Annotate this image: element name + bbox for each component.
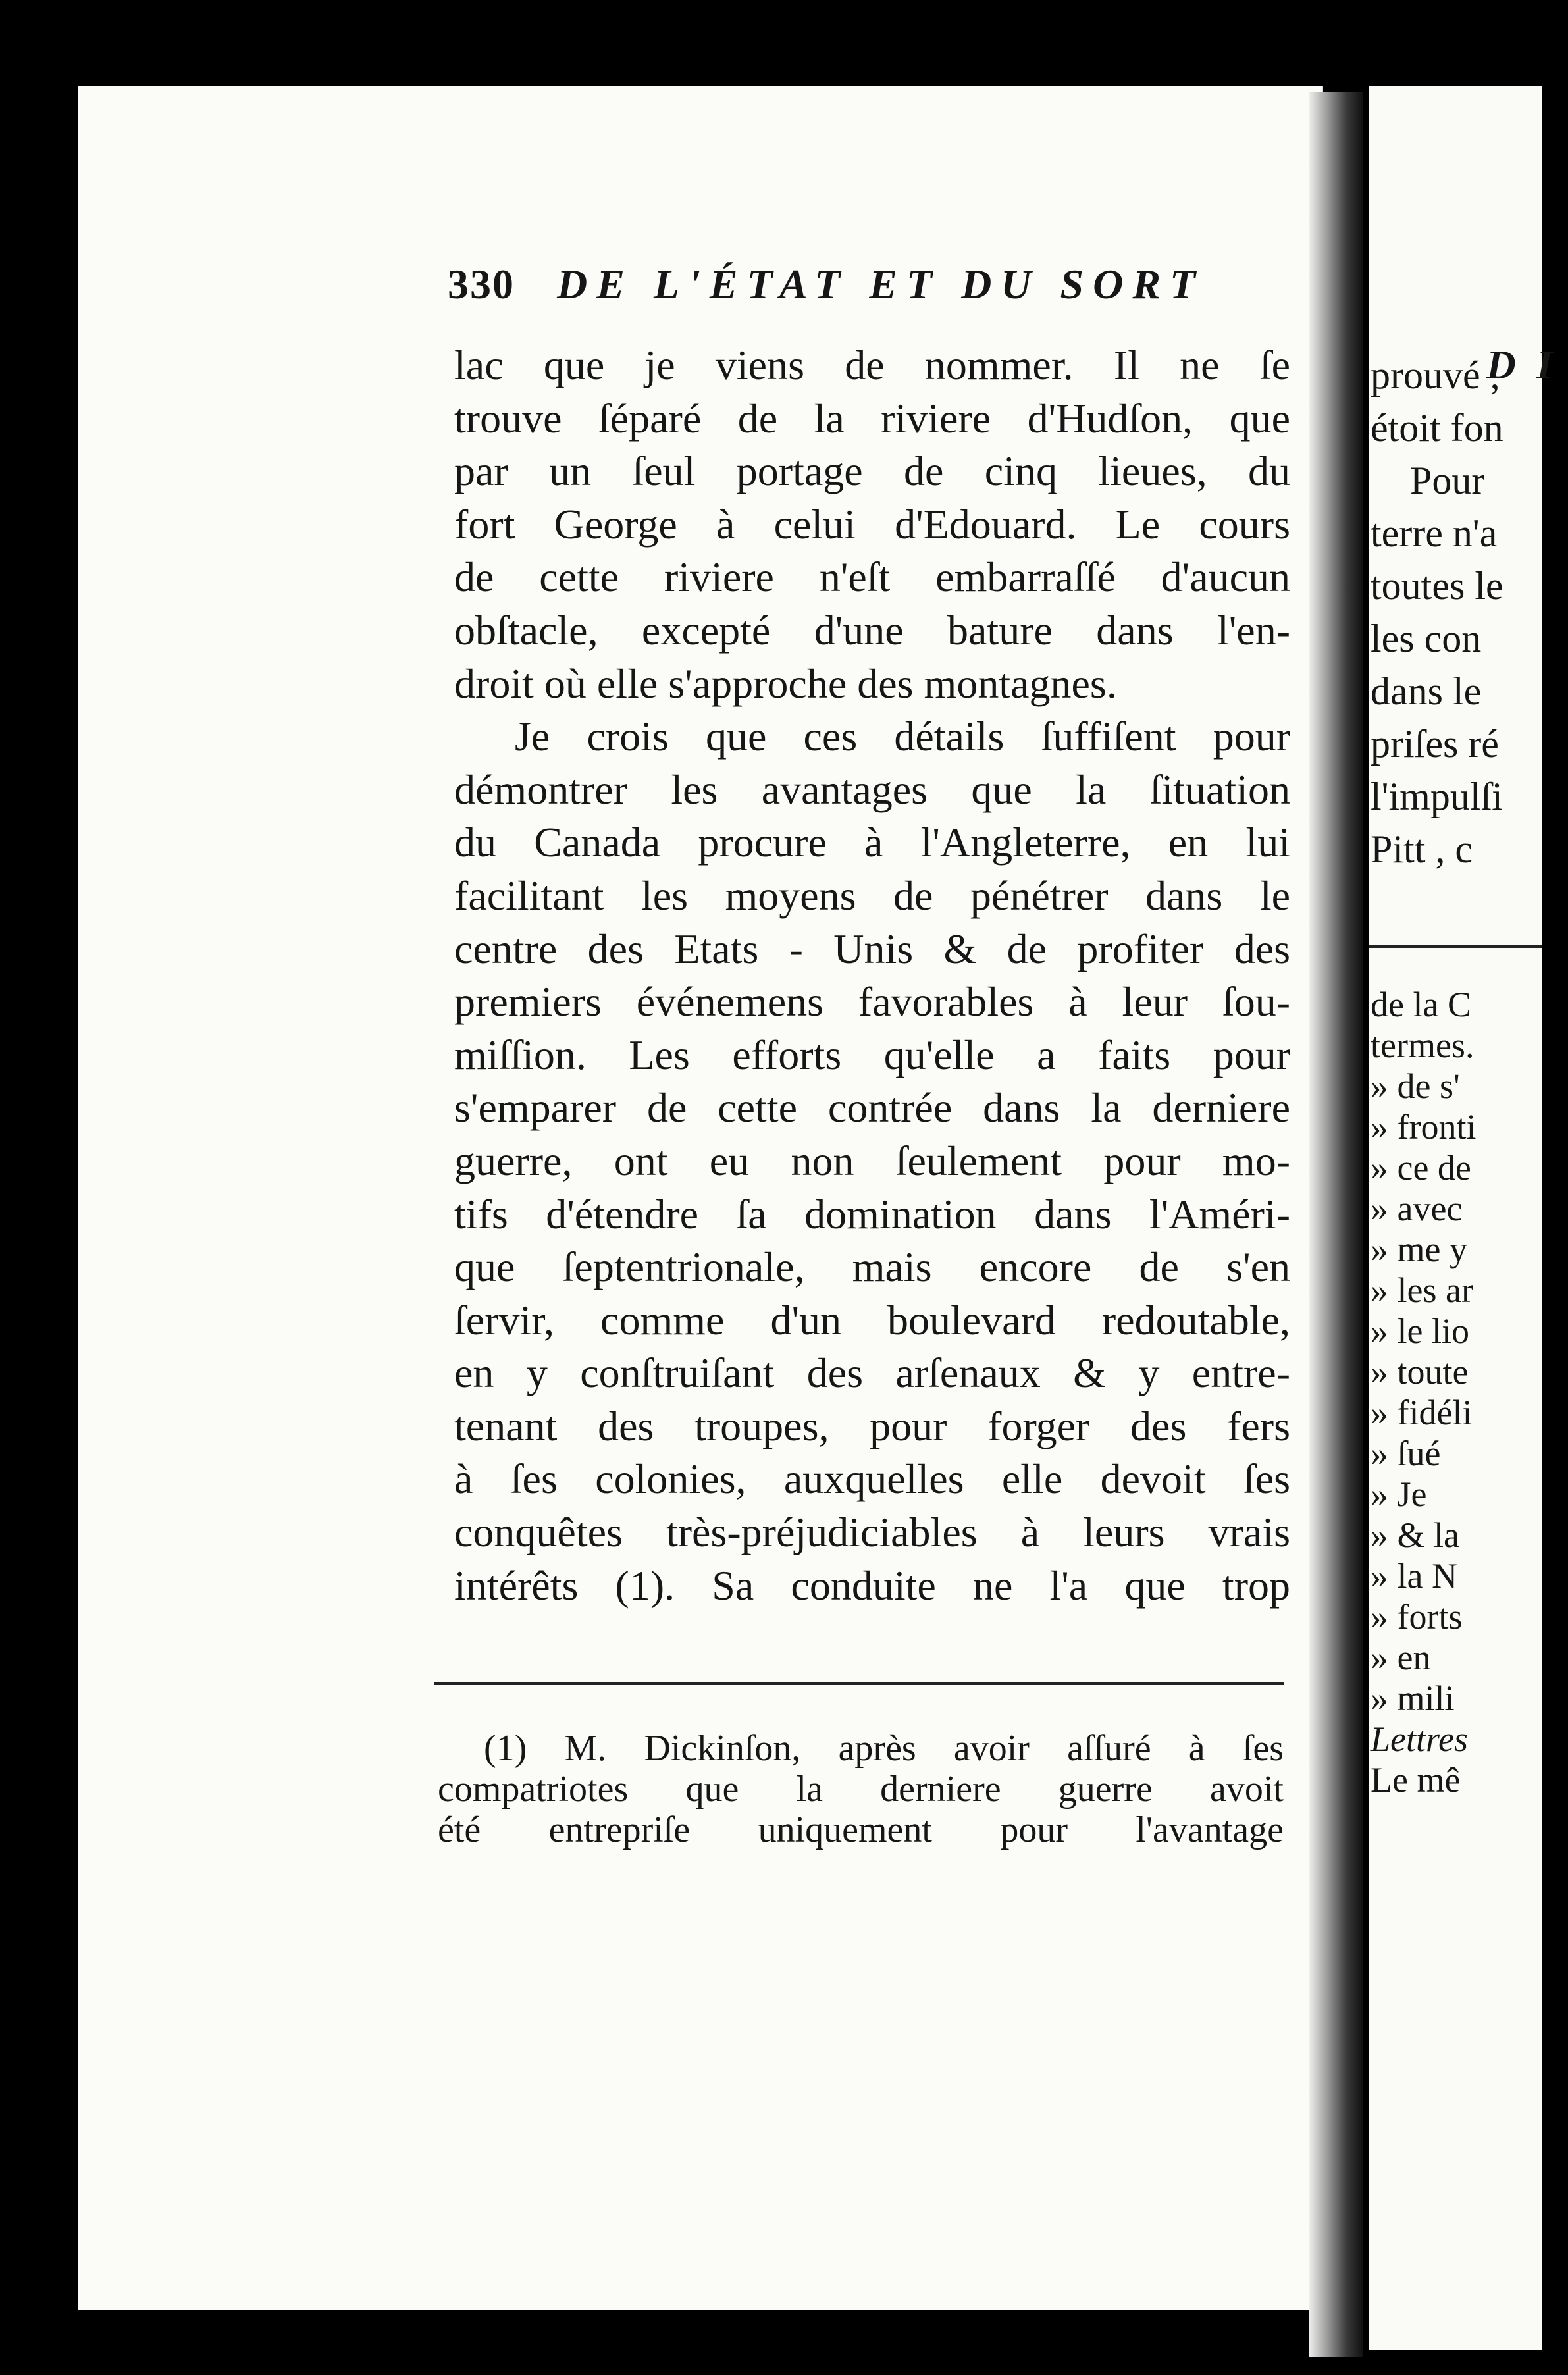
text-line: priſes ré — [1371, 722, 1499, 766]
footnote-separator — [434, 1682, 1284, 1685]
text-line: » mili — [1371, 1679, 1455, 1718]
running-header — [448, 260, 1277, 319]
text-line: » fronti — [1371, 1107, 1477, 1147]
text-line: centre des Etats - Unis & de profiter des — [454, 925, 1290, 972]
text-line: » ſué — [1371, 1434, 1441, 1473]
text-line: » & la — [1371, 1515, 1459, 1555]
text-line: que ſeptentrionale, mais encore de s'en — [454, 1243, 1290, 1291]
text-line: toutes le — [1371, 564, 1503, 608]
text-line: termes. — [1371, 1026, 1475, 1065]
main-text — [454, 339, 1290, 1612]
text-line: » de s' — [1371, 1066, 1460, 1106]
text-line: » toute — [1371, 1352, 1469, 1392]
text-line: prouvé , — [1371, 353, 1500, 397]
footnote-line: été entrepriſe uniquement pour l'avantage — [438, 1810, 1284, 1850]
text-line: de cette riviere n'eſt embarraſſé d'aucun — [454, 554, 1290, 601]
text-line: à ſes colonies, auxquelles elle devoit ſes — [454, 1455, 1290, 1503]
text-line: ſervir, comme d'un boulevard redoutable, — [454, 1296, 1290, 1344]
text-line: Je crois que ces détails ſuffiſent pour — [515, 713, 1290, 760]
text-line: par un ſeul portage de cinq lieues, du — [454, 448, 1290, 495]
right-text-bottom — [1371, 984, 1568, 1800]
text-line: obſtacle, excepté d'une bature dans l'en- — [454, 606, 1290, 654]
text-line: en y conſtruiſant des arſenaux & y entre- — [454, 1349, 1290, 1397]
text-line: du Canada procure à l'Angleterre, en lui — [454, 819, 1290, 866]
footnote-line: compatriotes que la derniere guerre avoit — [438, 1769, 1284, 1810]
text-line: tifs d'étendre ſa domination dans l'Améri- — [454, 1190, 1290, 1238]
text-line: tenant des troupes, pour forger des fers — [454, 1402, 1290, 1449]
text-line: trouve ſéparé de la riviere d'Hudſon, que — [454, 394, 1290, 442]
text-line: » me y — [1371, 1230, 1467, 1269]
text-line: Le mê — [1371, 1760, 1461, 1800]
text-line: » avec — [1371, 1189, 1463, 1228]
text-line: » les ar — [1371, 1270, 1473, 1310]
text-line: premiers événemens favorables à leur ſou- — [454, 978, 1290, 1026]
text-line: » ce de — [1371, 1148, 1471, 1188]
text-line: fort George à celui d'Edouard. Le cours — [454, 500, 1290, 548]
text-line: facilitant les moyens de pénétrer dans le — [454, 872, 1290, 919]
right-running-title: D I — [1486, 343, 1558, 388]
text-line: conquêtes très-préjudiciables à leurs vrais — [454, 1509, 1290, 1556]
right-text-top — [1371, 349, 1568, 875]
text-line: Lettres — [1371, 1719, 1468, 1759]
footnote-line: (1) M. Dickinſon, après avoir aſſuré à ſes — [484, 1728, 1284, 1769]
running-title: DE L'ÉTAT ET DU SORT — [557, 261, 1205, 307]
text-line: les con — [1371, 617, 1482, 660]
right-page — [1369, 86, 1558, 2350]
text-line: démontrer les avantages que la ſituation — [454, 766, 1290, 813]
text-line: s'emparer de cette contrée dans la derniere — [454, 1084, 1290, 1132]
text-line: guerre, ont eu non ſeulement pour mo- — [454, 1137, 1290, 1184]
book-gutter — [1309, 92, 1363, 2357]
text-line: » fidéli — [1371, 1393, 1473, 1432]
page-number: 330 — [448, 261, 515, 307]
text-line: miſſion. Les efforts qu'elle a faits pour — [454, 1031, 1290, 1078]
text-line: l'impulſi — [1371, 775, 1503, 818]
text-line: » en — [1371, 1638, 1431, 1677]
right-separator — [1369, 945, 1542, 948]
text-line: » forts — [1371, 1597, 1463, 1636]
text-line: droit où elle s'approche des montagnes. — [454, 660, 1117, 707]
text-line: terre n'a — [1371, 511, 1498, 555]
text-line: étoit fon — [1371, 406, 1503, 450]
text-line: intérêts (1). Sa conduite ne l'a que trop — [454, 1561, 1290, 1609]
text-line: lac que je viens de nommer. Il ne ſe — [454, 342, 1290, 388]
text-line: de la C — [1371, 985, 1471, 1024]
text-line: Pour — [1410, 459, 1485, 502]
text-line: Pitt , c — [1371, 827, 1473, 871]
footnote — [438, 1728, 1284, 1850]
text-line: » la N — [1371, 1556, 1457, 1596]
text-line: dans le — [1371, 669, 1482, 713]
text-line: » Je — [1371, 1475, 1427, 1514]
text-line: » le lio — [1371, 1311, 1469, 1351]
